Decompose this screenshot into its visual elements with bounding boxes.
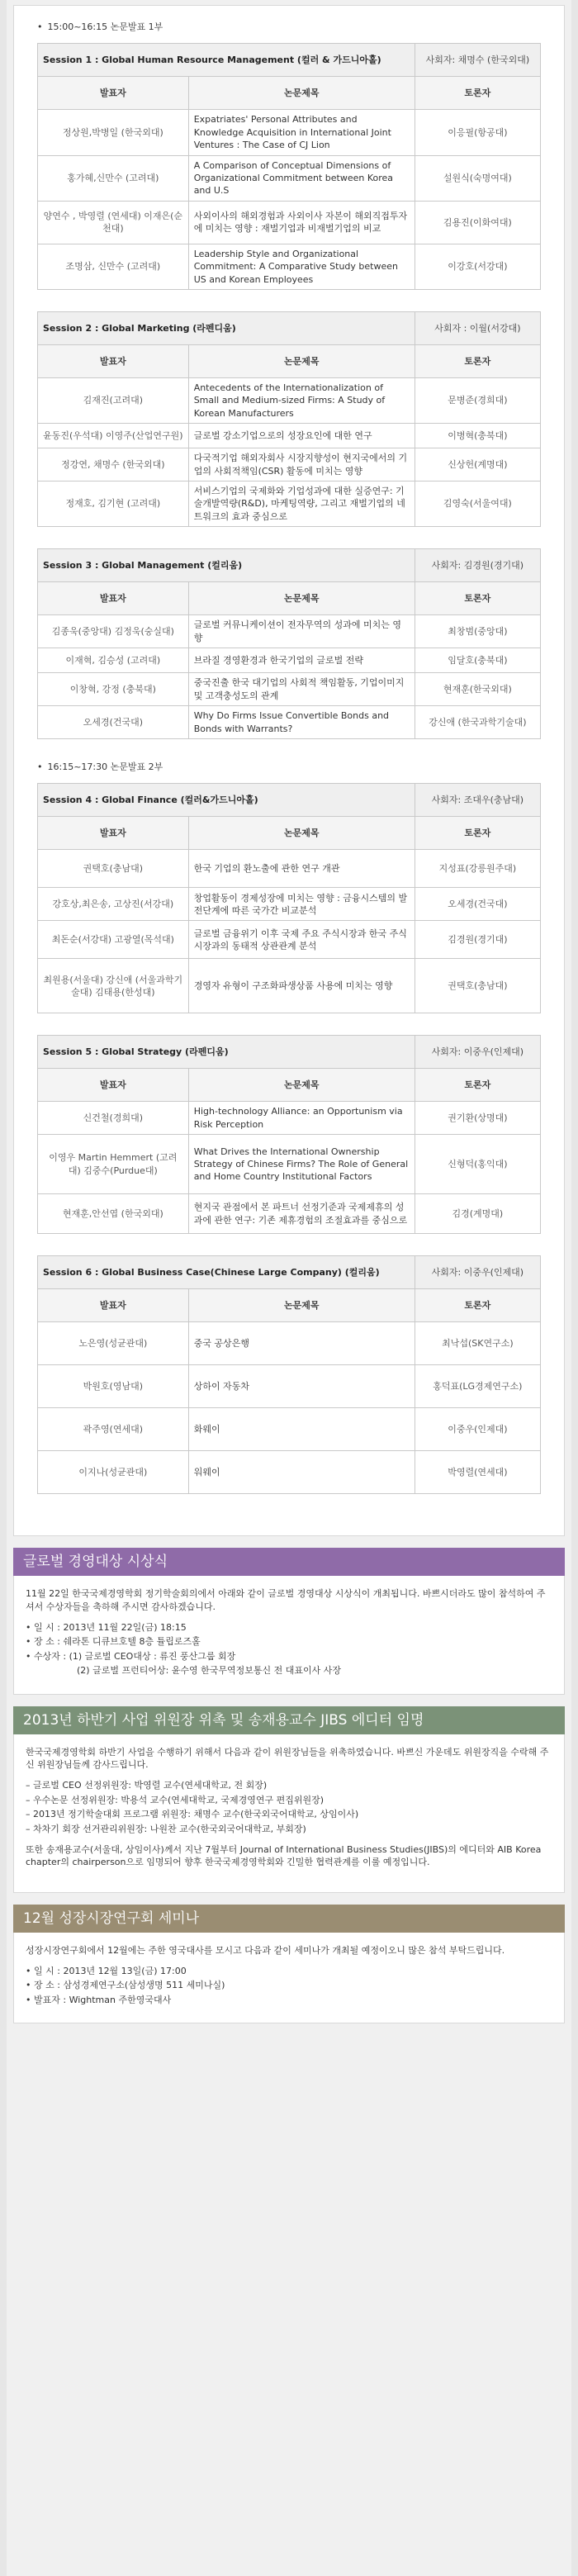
header-discussant: 토론자 (415, 1289, 540, 1322)
session-moderator: 사회자 : 이월(서강대) (415, 311, 540, 344)
discussant-cell: 신상헌(계명대) (415, 448, 540, 482)
session-moderator: 사회자: 김경원(경기대) (415, 549, 540, 582)
awards-section (13, 1548, 565, 1694)
paper-cell: Antecedents of the Internationalization of Small and Medium-sized Firms: A Study of Korean Manufacturers (188, 377, 415, 423)
session-moderator: 사회자: 이중우(인제대) (415, 1036, 540, 1069)
presenter-cell: 최원용(서울대) 강신애 (서울과학기술대) 김태용(한성대) (38, 959, 189, 1013)
paper-cell: 글로벌 커뮤니케이션이 전자무역의 성과에 미치는 영향 (188, 615, 415, 648)
session-title: Session 1 : Global Human Resource Management (컬러 & 가드니아홀) (38, 44, 415, 77)
presenter-cell: 조명삼, 신만수 (고려대) (38, 244, 189, 289)
paper-cell: A Comparison of Conceptual Dimensions of Organizational Commitment between Korea and U.S (188, 155, 415, 201)
presenter-cell: 이지나(성균관대) (38, 1451, 189, 1494)
paper-cell: High-technology Alliance: an Opportunism via Risk Perception (188, 1102, 415, 1135)
discussant-cell: 이병혁(충북대) (415, 424, 540, 448)
session-table (37, 43, 541, 290)
header-presenter: 발표자 (38, 582, 189, 615)
table-row (38, 648, 541, 673)
header-discussant: 토론자 (415, 77, 540, 110)
seminar-title: 12월 성장시장연구회 세미나 (13, 1905, 565, 1933)
table-row (38, 850, 541, 888)
header-discussant: 토론자 (415, 582, 540, 615)
presenter-cell: 김종욱(중앙대) 김정욱(숭실대) (38, 615, 189, 648)
presenter-cell: 오세경(건국대) (38, 706, 189, 739)
discussant-cell: 김영숙(서울여대) (415, 482, 540, 527)
awards-title: 글로벌 경영대상 시상식 (13, 1548, 565, 1576)
paper-cell: Expatriates' Personal Attributes and Knowledge Acquisition in International Joint Ventures : The Case of CJ Lion (188, 110, 415, 155)
seminar-intro: 성장시장연구회에서 12월에는 주한 영국대사를 모시고 다음과 같이 세미나가 개최될 예정이오니 많은 참석 부탁드립니다. (26, 1944, 505, 1956)
paper-cell: 한국 기업의 환노출에 관한 연구 개관 (188, 850, 415, 888)
presenter-cell: 정강연, 채명수 (한국외대) (38, 448, 189, 482)
paper-cell: 경영자 유형이 구조화파생상품 사용에 미치는 영향 (188, 959, 415, 1013)
list-item: • 일 시 : 2013년 11월 22일(금) 18:15 (26, 1621, 187, 1633)
header-discussant: 토론자 (415, 1069, 540, 1102)
paper-cell: 현지국 관점에서 본 파트너 선정기준과 국제제휴의 성과에 관한 연구: 기존 제휴경험의 조절효과를 중심으로 (188, 1194, 415, 1234)
header-paper: 논문제목 (188, 344, 415, 377)
table-row (38, 615, 541, 648)
list-item: – 우수논문 선정위원장: 박용석 교수(연세대학교, 국제경영연구 편집위원장) (26, 1794, 325, 1805)
table-row (38, 482, 541, 527)
list-item: (2) 글로벌 프런티어상: 윤수영 한국무역정보통신 전 대표이사 사장 (77, 1665, 342, 1677)
paper-cell: 상하이 자동차 (188, 1365, 415, 1408)
discussant-cell: 설원식(숙명여대) (415, 155, 540, 201)
time-slot-1: • 15:00~16:15 논문발표 1부 (37, 21, 163, 32)
table-row (38, 424, 541, 448)
presenter-cell: 노은영(성균관대) (38, 1322, 189, 1365)
presenter-cell: 현재훈,안선엽 (한국외대) (38, 1194, 189, 1234)
presenter-cell: 권택호(충남대) (38, 850, 189, 888)
header-presenter: 발표자 (38, 1289, 189, 1322)
paper-cell: 중국진출 한국 대기업의 사회적 책임활동, 기업이미지 및 고객충성도의 관계 (188, 673, 415, 706)
discussant-cell: 임달호(충북대) (415, 648, 540, 673)
header-paper: 논문제목 (188, 582, 415, 615)
paper-cell: Leadership Style and Organizational Commitment: A Comparative Study between US and Korean Employees (188, 244, 415, 289)
header-paper: 논문제목 (188, 817, 415, 850)
presenter-cell: 강호상,최은송, 고상진(서강대) (38, 888, 189, 921)
header-presenter: 발표자 (38, 344, 189, 377)
table-row (38, 155, 541, 201)
presenter-cell: 김재진(고려대) (38, 377, 189, 423)
page (7, 0, 571, 2576)
presenter-cell: 곽주영(연세대) (38, 1408, 189, 1451)
table-row (38, 1365, 541, 1408)
table-row (38, 1102, 541, 1135)
discussant-cell: 최창범(중앙대) (415, 615, 540, 648)
session-table (37, 311, 541, 527)
session-moderator: 사회자: 이중우(인제대) (415, 1256, 540, 1289)
appoint-section (13, 1706, 565, 1893)
list-item: • 일 시 : 2013년 12월 13일(금) 17:00 (26, 1966, 187, 1977)
presenter-cell: 정재호, 김기현 (고려대) (38, 482, 189, 527)
paper-cell: 서비스기업의 국제화와 기업성과에 대한 실증연구: 기술개발역량(R&D), 마케팅역량, 그리고 재벌기업의 네트워크의 효과 중심으로 (188, 482, 415, 527)
header-presenter: 발표자 (38, 817, 189, 850)
discussant-cell: 홍덕표(LG경제연구소) (415, 1365, 540, 1408)
discussant-cell: 김용진(이화여대) (415, 201, 540, 244)
table-row (38, 921, 541, 959)
table-row (38, 706, 541, 739)
list-item: – 글로벌 CEO 선정위원장: 박영렬 교수(연세대학교, 전 회장) (26, 1780, 268, 1791)
session-title: Session 2 : Global Marketing (라펜디움) (38, 311, 415, 344)
discussant-cell: 박영렬(연세대) (415, 1451, 540, 1494)
paper-cell: 다국적기업 해외자회사 시장지향성이 현지국에서의 기업의 사회적책임(CSR) 활동에 미치는 영향 (188, 448, 415, 482)
table-row (38, 377, 541, 423)
list-item: – 차차기 회장 선거관리위원장: 나원찬 교수(한국외국어대학교, 부회장) (26, 1823, 306, 1834)
discussant-cell: 권기환(상명대) (415, 1102, 540, 1135)
header-discussant: 토론자 (415, 817, 540, 850)
presenter-cell: 윤동진(우석대) 이영주(산업연구원) (38, 424, 189, 448)
discussant-cell: 권택호(충남대) (415, 959, 540, 1013)
table-row (38, 673, 541, 706)
header-presenter: 발표자 (38, 77, 189, 110)
presenter-cell: 이영우 Martin Hemmert (고려대) 김중수(Purdue대) (38, 1135, 189, 1194)
table-row (38, 1408, 541, 1451)
discussant-cell: 문병준(경희대) (415, 377, 540, 423)
session-table (37, 1035, 541, 1234)
table-row (38, 110, 541, 155)
table-row (38, 888, 541, 921)
presenter-cell: 최돈순(서강대) 고광열(목석대) (38, 921, 189, 959)
table-row (38, 201, 541, 244)
table-row (38, 1194, 541, 1234)
program-card (13, 5, 565, 1536)
paper-cell: 워웨이 (188, 1451, 415, 1494)
discussant-cell: 이응필(항공대) (415, 110, 540, 155)
presenter-cell: 이재혁, 김승성 (고려대) (38, 648, 189, 673)
session-table (37, 548, 541, 739)
list-item: • 수상자 : (1) 글로벌 CEO대상 : 류진 풍산그룹 회장 (26, 1650, 236, 1662)
presenter-cell: 이창혁, 강정 (충북대) (38, 673, 189, 706)
presenter-cell: 홍가혜,신만수 (고려대) (38, 155, 189, 201)
paper-cell: 글로벌 강소기업으로의 성장요인에 대한 연구 (188, 424, 415, 448)
presenter-cell: 양연수 , 박영렬 (연세대) 이재은(순천대) (38, 201, 189, 244)
discussant-cell: 지성표(강릉원주대) (415, 850, 540, 888)
header-paper: 논문제목 (188, 77, 415, 110)
paper-cell: 화웨이 (188, 1408, 415, 1451)
table-row (38, 1322, 541, 1365)
paper-cell: Why Do Firms Issue Convertible Bonds and Bonds with Warrants? (188, 706, 415, 739)
session-table (37, 783, 541, 1013)
list-item: • 발표자 : Wightman 주한영국대사 (26, 1994, 172, 2005)
appoint-title: 2013년 하반기 사업 위원장 위촉 및 송재용교수 JIBS 에디터 임명 (13, 1706, 565, 1734)
table-row (38, 448, 541, 482)
list-item: – 2013년 정기학술대회 프로그램 위원장: 채명수 교수(한국외국어대학교, 상임이사) (26, 1809, 359, 1820)
header-discussant: 토론자 (415, 344, 540, 377)
session-table (37, 1255, 541, 1494)
table-row (38, 959, 541, 1013)
session-title: Session 5 : Global Strategy (라펜디움) (38, 1036, 415, 1069)
table-row (38, 1135, 541, 1194)
awards-intro: 11월 22일 한국국제경영학회 정기학술회의에서 아래와 같이 글로벌 경영대상 시상식이 개최됩니다. 바쁘시더라도 많이 참석하여 주셔서 수상자들을 축하해 주시면 감사하겠습니다. (26, 1588, 546, 1612)
session-moderator: 사회자: 조대우(충남대) (415, 784, 540, 817)
header-presenter: 발표자 (38, 1069, 189, 1102)
presenter-cell: 박원호(영남대) (38, 1365, 189, 1408)
discussant-cell: 최낙섭(SK연구소) (415, 1322, 540, 1365)
session-moderator: 사회자: 채명수 (한국외대) (415, 44, 540, 77)
paper-cell: What Drives the International Ownership Strategy of Chinese Firms? The Role of General and Home Country Institutional Factors (188, 1135, 415, 1194)
paper-cell: 창업활동이 경제성장에 미치는 영향 : 금융시스템의 발전단계에 따른 국가간 비교분석 (188, 888, 415, 921)
discussant-cell: 강신애 (한국과학기술대) (415, 706, 540, 739)
time-slot-2: • 16:15~17:30 논문발표 2부 (37, 761, 163, 773)
header-paper: 논문제목 (188, 1069, 415, 1102)
discussant-cell: 현재훈(한국외대) (415, 673, 540, 706)
discussant-cell: 신형덕(홍익대) (415, 1135, 540, 1194)
presenter-cell: 정상원,박병일 (한국외대) (38, 110, 189, 155)
paper-cell: 중국 공상은행 (188, 1322, 415, 1365)
session-title: Session 4 : Global Finance (컬러&가드니아홀) (38, 784, 415, 817)
session-title: Session 6 : Global Business Case(Chinese Large Company) (컬리움) (38, 1256, 415, 1289)
session-title: Session 3 : Global Management (컬리움) (38, 549, 415, 582)
appoint-intro: 한국국제경영학회 하반기 사업을 수행하기 위해서 다음과 같이 위원장님들을 위촉하였습니다. 바쁘신 가운데도 위원장직을 수락해 주신 위원장님들께 감사드립니다. (26, 1746, 549, 1770)
discussant-cell: 이강호(서강대) (415, 244, 540, 289)
paper-cell: 글로벌 금융위기 이후 국제 주요 주식시장과 한국 주식시장과의 동태적 상관관계 분석 (188, 921, 415, 959)
discussant-cell: 오세경(건국대) (415, 888, 540, 921)
table-row (38, 244, 541, 289)
discussant-cell: 김경(계명대) (415, 1194, 540, 1234)
paper-cell: 사외이사의 해외경험과 사외이사 자본이 해외직접투자에 미치는 영향 : 재벌기업과 비재벌기업의 비교 (188, 201, 415, 244)
table-row (38, 1451, 541, 1494)
paper-cell: 브라질 경영환경과 한국기업의 글로벌 전략 (188, 648, 415, 673)
list-item: • 장 소 : 쉐라톤 디큐브호텔 8층 튤립로즈홀 (26, 1636, 201, 1648)
appoint-outro: 또한 송재용교수(서울대, 상임이사)께서 지난 7월부터 Journal of International Business Studies(JIBS)의 에디터와 AIB Korea chapter의 chairperson으로 임명되어 향후 한국국제경영학회와 긴밀한 협력관계를 이룰 예정입니다. (26, 1843, 542, 1868)
list-item: • 장 소 : 삼성경제연구소(삼성생명 511 세미나실) (26, 1980, 225, 1991)
header-paper: 논문제목 (188, 1289, 415, 1322)
presenter-cell: 신건철(경희대) (38, 1102, 189, 1135)
discussant-cell: 이중우(인제대) (415, 1408, 540, 1451)
discussant-cell: 김경원(경기대) (415, 921, 540, 959)
seminar-section (13, 1905, 565, 2024)
